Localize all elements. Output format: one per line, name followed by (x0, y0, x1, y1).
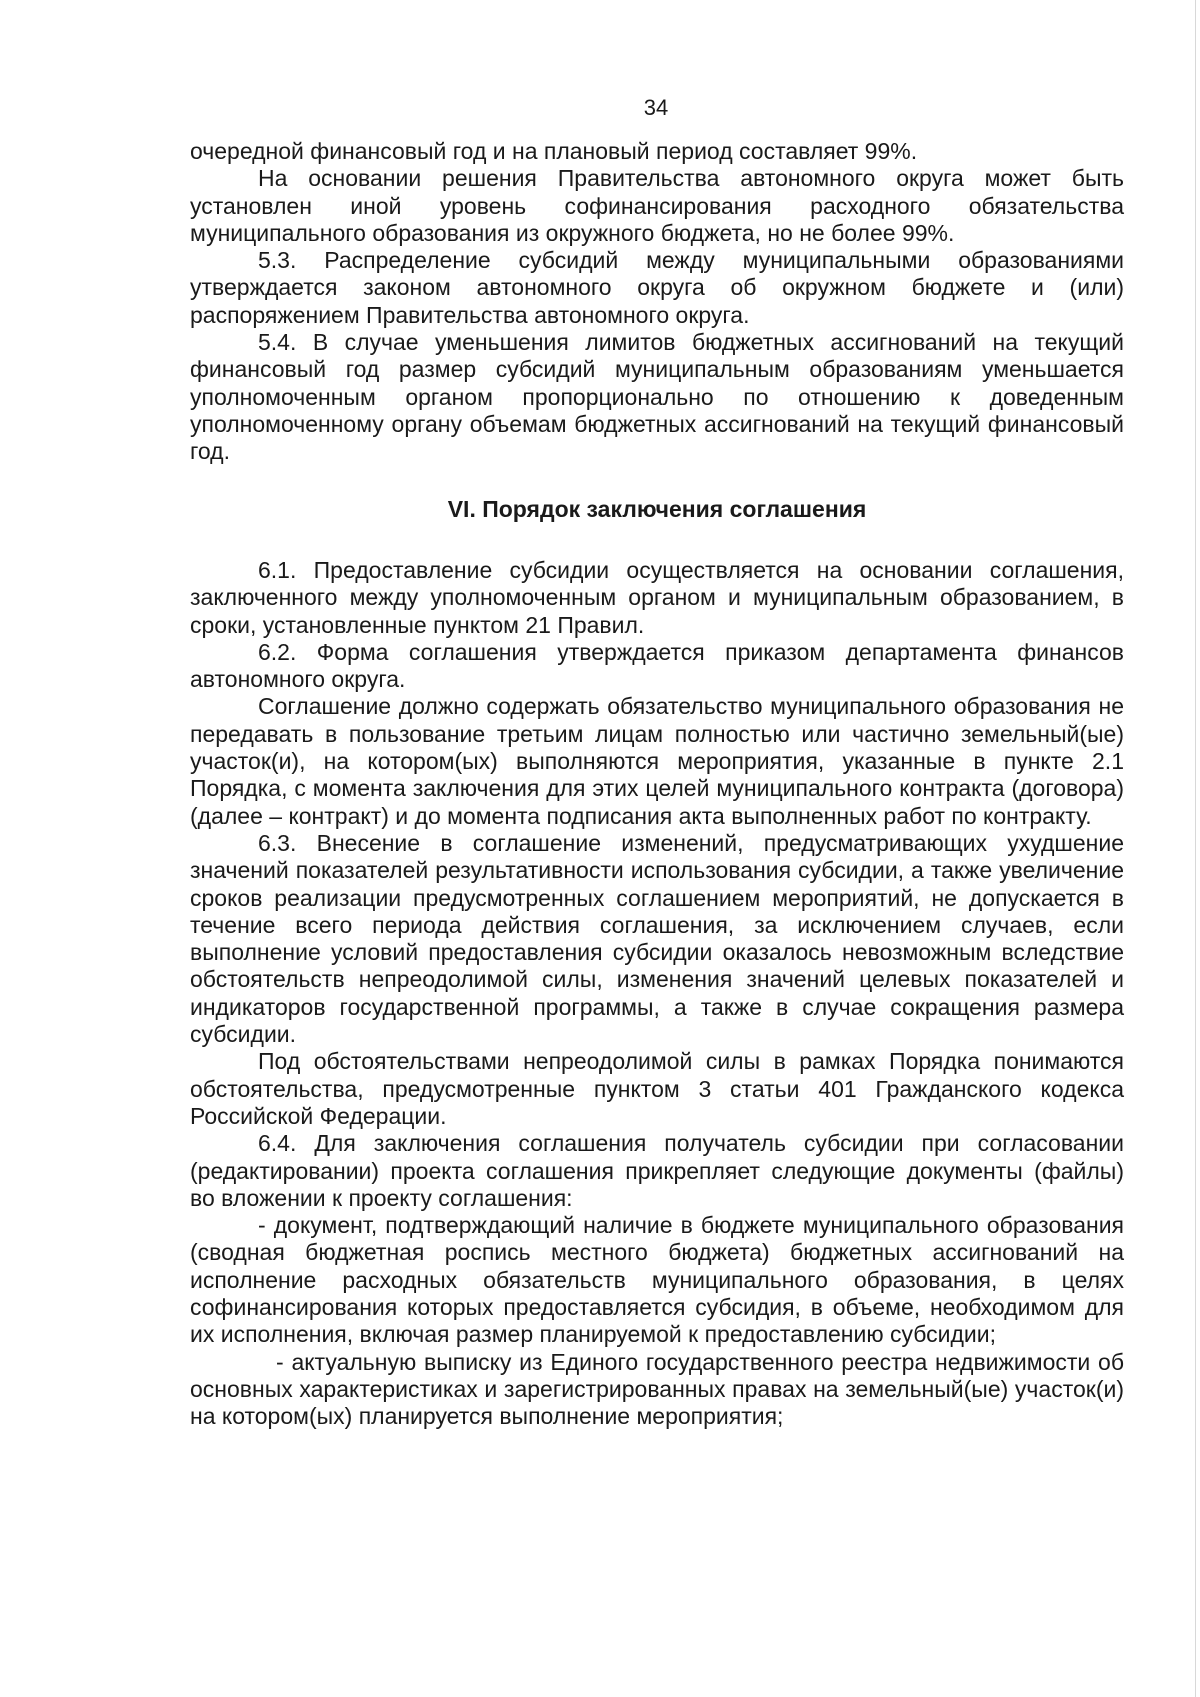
paragraph-6-4: 6.4. Для заключения соглашения получатель субсидии при согласовании (редактировании) проекта соглашения прикрепляет следующие документы (файлы) во вложении к проекту соглашения: (190, 1130, 1124, 1211)
paragraph-continuation: очередной финансовый год и на плановый период составляет 99%. (190, 138, 918, 164)
paragraph-6-3: 6.3. Внесение в соглашение изменений, предусматривающих ухудшение значений показателей результативности использования субсидии, а также увеличение сроков реализации предусмотренных соглашением мероприятий, не допускается в течение всего периода действия соглашения, за исключением случаев, если выполнение условий предоставления субсидии оказалось невозможным вследствие обстоятельств непреодолимой силы, изменения значений целевых показателей и индикаторов государственной программы, а также в случае сокращения размера субсидии. (190, 829, 1124, 1048)
page-number: 34 (643, 95, 669, 120)
text-block-after-heading (190, 557, 1124, 1431)
section-heading: VI. Порядок заключения соглашения (447, 496, 867, 522)
paragraph-6-1: 6.1. Предоставление субсидии осуществляется на основании соглашения, заключенного между уполномоченным органом и муниципальным образованием, в сроки, установленные пунктом 21 Правил. (190, 557, 1124, 638)
scan-edge (1195, 0, 1196, 1697)
text-block-before-heading (190, 138, 1124, 466)
paragraph: Соглашение должно содержать обязательство муниципального образования не передавать в пользование третьим лицам полностью или частично земельный(ые) участок(и), на котором(ых) выполняются мероприятия, указанные в пункте 2.1 Порядка, с момента заключения для этих целей муниципального контракта (договора) (далее – контракт) и до момента подписания акта выполненных работ по контракту. (190, 693, 1124, 829)
paragraph: Под обстоятельствами непреодолимой силы в рамках Порядка понимаются обстоятельства, предусмотренные пунктом 3 статьи 401 Гражданского кодекса Российской Федерации. (190, 1048, 1124, 1129)
list-item: - документ, подтверждающий наличие в бюджете муниципального образования (сводная бюджетная роспись местного бюджета) бюджетных ассигнований на исполнение расходных обязательств муниципального образования, в целях софинансирования которых предоставляется субсидия, в объеме, необходимом для их исполнения, включая размер планируемой к предоставлению субсидии; (190, 1212, 1124, 1348)
list-item: - актуальную выписку из Единого государственного реестра недвижимости об основных характеристиках и зарегистрированных правах на земельный(ые) участок(и) на котором(ых) планируется выполнение мероприятия; (190, 1348, 1124, 1430)
paragraph-5-4: 5.4. В случае уменьшения лимитов бюджетных ассигнований на текущий финансовый год размер субсидий муниципальным образованиям уменьшается уполномоченным органом пропорционально по отношению к доведенным уполномоченному органу объемам бюджетных ассигнований на текущий финансовый год. (190, 329, 1124, 465)
paragraph-6-2: 6.2. Форма соглашения утверждается приказом департамента финансов автономного округа. (190, 638, 1124, 693)
paragraph: На основании решения Правительства автономного округа может быть установлен иной уровень софинансирования расходного обязательства муниципального образования из окружного бюджета, но не более 99%. (190, 165, 1124, 246)
paragraph-5-3: 5.3. Распределение субсидий между муниципальными образованиями утверждается законом автономного округа об окружном бюджете и (или) распоряжением Правительства автономного округа. (190, 247, 1124, 328)
